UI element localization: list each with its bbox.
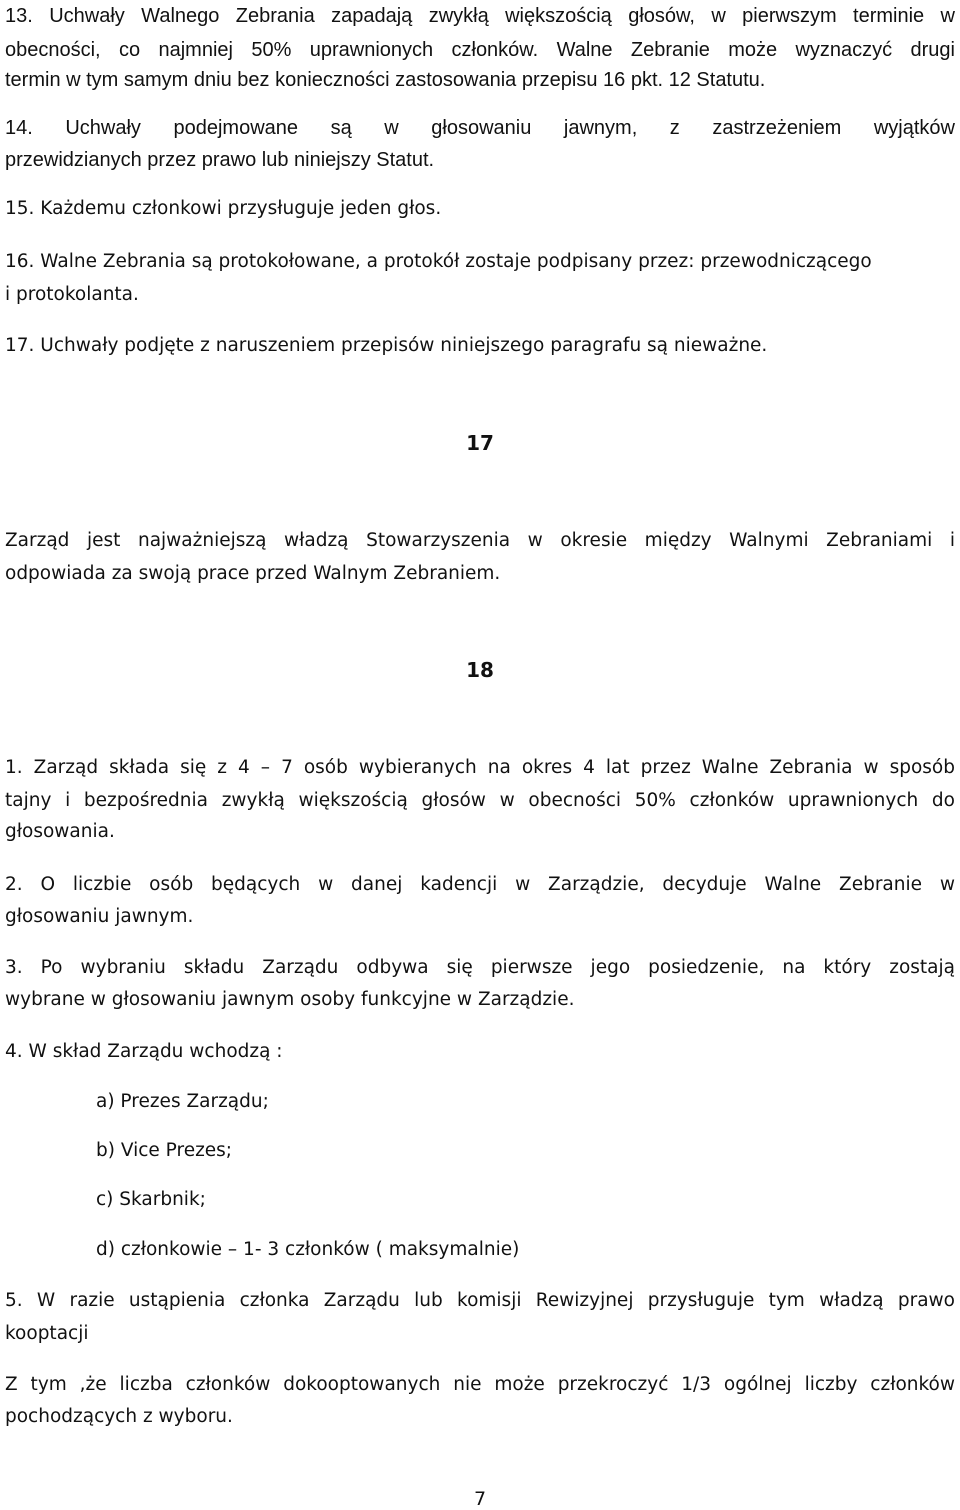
section-heading-18 [0,658,960,682]
list-item-d: d) członkowie – 1- 3 członków ( maksymalnie) [96,1239,520,1260]
section-heading-17 [0,431,960,455]
list-item-c: c) Skarbnik; [96,1189,206,1210]
paragraph-17: 17. Uchwały podjęte z naruszeniem przepisów niniejszego paragrafu są nieważne. [5,335,768,356]
section-number: 17 [466,431,494,455]
section-17-text-line-2: odpowiada za swoją prace przed Walnym Zebraniem. [5,563,501,584]
paragraph-15: 15. Każdemu członkowi przysługuje jeden głos. [5,198,442,219]
paragraph-13-line-3: termin w tym samym dniu bez konieczności zastosowania przepisu 16 pkt. 12 Statutu. [5,69,766,91]
list-item-b: b) Vice Prezes; [96,1140,233,1161]
page-number: 7 [473,1488,487,1510]
paragraph-13-line-2: obecności, co najmniej 50% uprawnionych członków. Walne Zebranie może wyznaczyć drugi [5,39,955,61]
section-18-point-1-line-3: głosowania. [5,821,115,842]
section-18-point-3-line-2: wybrane w głosowaniu jawnym osoby funkcyjne w Zarządzie. [5,989,575,1010]
section-18-point-1-line-1: 1. Zarząd składa się z 4 – 7 osób wybieranych na okres 4 lat przez Walne Zebrania w sposób [5,757,955,778]
section-18-point-5-line-2: kooptacji [5,1323,89,1344]
paragraph-16-line-1: 16. Walne Zebrania są protokołowane, a protokół zostaje podpisany przez: przewodniczącego [5,251,872,272]
section-18-point-3-line-1: 3. Po wybraniu składu Zarządu odbywa się pierwsze jego posiedzenie, na który zostają [5,957,955,978]
section-18-point-1-line-2: tajny i bezpośrednia zwykłą większością głosów w obecności 50% członków uprawnionych do [5,790,955,811]
section-18-point-2-line-1: 2. O liczbie osób będących w danej kadencji w Zarządzie, decyduje Walne Zebranie w [5,874,955,895]
section-18-point-5-line-1: 5. W razie ustąpienia członka Zarządu lub komisji Rewizyjnej przysługuje tym władzą prawo [5,1290,955,1311]
section-18-point-2-line-2: głosowaniu jawnym. [5,906,194,927]
section-18-point-4: 4. W skład Zarządu wchodzą : [5,1041,283,1062]
paragraph-16-line-2: i protokolanta. [5,284,139,305]
paragraph-14-line-2: przewidzianych przez prawo lub niniejszy Statut. [5,149,435,171]
paragraph-13-line-1: 13. Uchwały Walnego Zebrania zapadają zwykłą większością głosów, w pierwszym terminie w [5,5,955,27]
paragraph-14-line-1: 14. Uchwały podejmowane są w głosowaniu jawnym, z zastrzeżeniem wyjątków [5,117,955,139]
section-17-text-line-1: Zarząd jest najważniejszą władzą Stowarzyszenia w okresie między Walnymi Zebraniami i [5,530,955,551]
closing-paragraph-line-2: pochodzących z wyboru. [5,1406,233,1427]
section-number: 18 [466,658,494,682]
closing-paragraph-line-1: Z tym ,że liczba członków dokooptowanych nie może przekroczyć 1/3 ogólnej liczby członków [5,1374,955,1395]
list-item-a: a) Prezes Zarządu; [96,1091,269,1112]
